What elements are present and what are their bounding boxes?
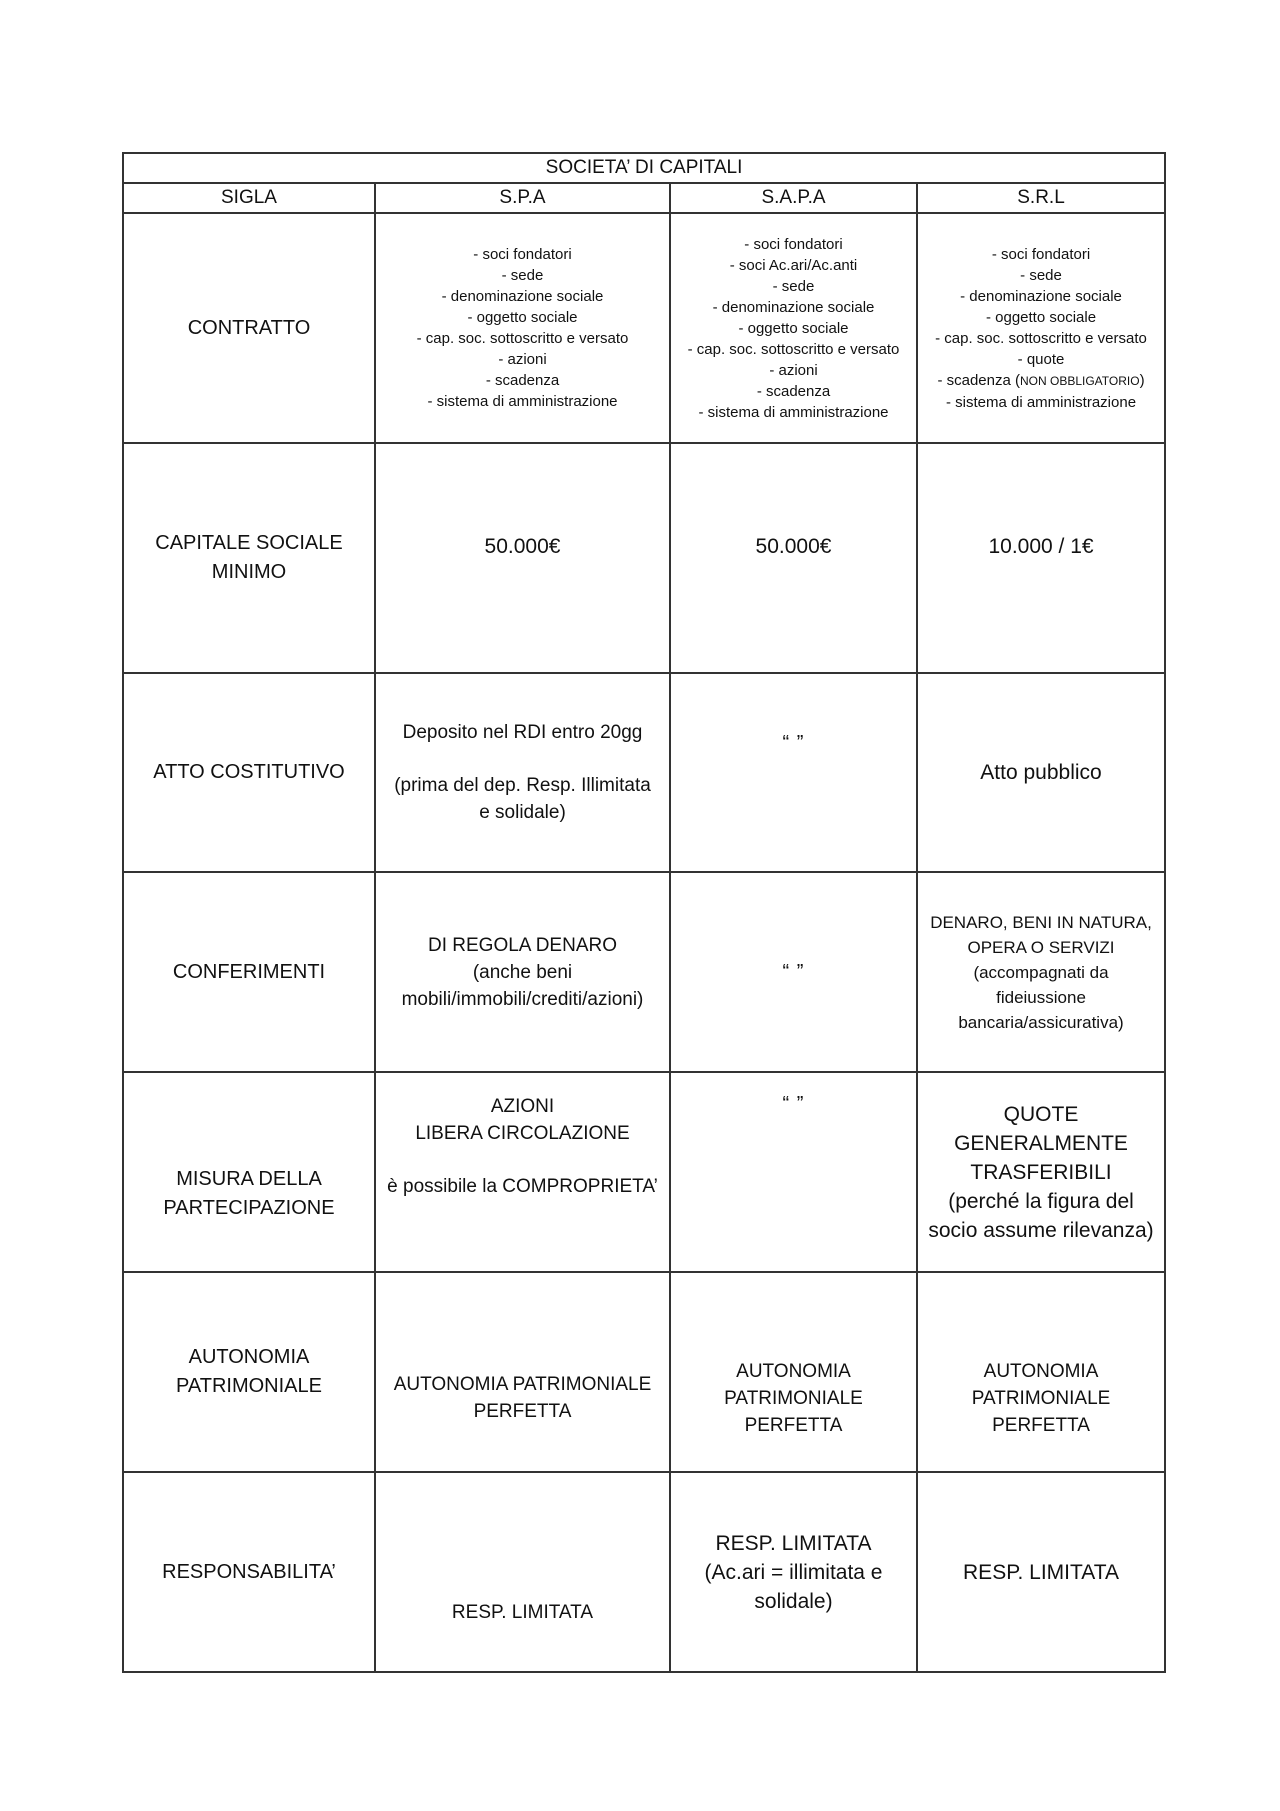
row-misura <box>123 1072 1165 1272</box>
cell-line: (perché la figura del <box>948 1189 1134 1213</box>
label-line: PARTECIPAZIONE <box>163 1197 335 1219</box>
label-atto: ATTO COSTITUTIVO <box>123 673 375 872</box>
label-line: CAPITALE SOCIALE <box>155 532 343 554</box>
list-item: - sistema di amministrazione <box>698 403 889 421</box>
cell-line: AUTONOMIA <box>736 1360 851 1382</box>
list-item: - denominazione sociale <box>960 287 1122 305</box>
label-misura <box>123 1072 375 1272</box>
cell-line: AUTONOMIA PATRIMONIALE <box>393 1374 652 1395</box>
header-sigla: SIGLA <box>123 183 375 213</box>
misura-spa <box>375 1072 670 1272</box>
contratto-srl <box>917 213 1165 443</box>
responsabilita-sapa <box>670 1472 917 1672</box>
list-item: - denominazione sociale <box>712 298 875 316</box>
atto-srl: Atto pubblico <box>917 673 1165 872</box>
cell-line: (anche beni <box>472 961 573 983</box>
label-contratto: CONTRATTO <box>123 213 375 443</box>
cell-line: e solidale) <box>479 802 566 823</box>
list-item: - soci Ac.ari/Ac.anti <box>729 256 858 274</box>
cell-line: socio assume rilevanza) <box>928 1218 1154 1242</box>
header-srl: S.R.L <box>917 183 1165 213</box>
title-row <box>123 153 1165 183</box>
header-row <box>123 183 1165 213</box>
label-line: AUTONOMIA <box>188 1346 310 1368</box>
capitale-srl: 10.000 / 1€ <box>917 443 1165 673</box>
list-item: - oggetto sociale <box>738 319 849 337</box>
conferimenti-spa <box>375 872 670 1072</box>
list-item-note: NON OBBLIGATORIO <box>1020 373 1140 388</box>
cell-line: è possibile la COMPROPRIETA’ <box>387 1176 658 1197</box>
label-line: MISURA DELLA <box>176 1168 322 1190</box>
cell-line: PERFETTA <box>992 1414 1090 1436</box>
cell-line: mobili/immobili/crediti/azioni) <box>401 988 644 1010</box>
cell-line: fideiussione <box>996 987 1086 1007</box>
label-capitale <box>123 443 375 673</box>
list-item: - soci fondatori <box>991 245 1091 263</box>
label-line: PATRIMONIALE <box>176 1375 322 1397</box>
row-responsabilita <box>123 1472 1165 1672</box>
atto-spa <box>375 673 670 872</box>
responsabilita-spa: RESP. LIMITATA <box>375 1472 670 1672</box>
list-item: - oggetto sociale <box>985 308 1097 326</box>
cell-line: PERFETTA <box>473 1401 572 1422</box>
label-conferimenti: CONFERIMENTI <box>123 872 375 1072</box>
contratto-sapa <box>670 213 917 443</box>
atto-sapa-ditto: “ ” <box>670 673 917 872</box>
conferimenti-sapa-ditto: “ ” <box>670 872 917 1072</box>
conferimenti-srl <box>917 872 1165 1072</box>
cell-line: OPERA O SERVIZI <box>967 937 1115 957</box>
cell-line: DI REGOLA DENARO <box>428 934 617 956</box>
list-item: - azioni <box>498 351 547 368</box>
cell-line: bancaria/assicurativa) <box>958 1012 1124 1032</box>
header-spa: S.P.A <box>375 183 670 213</box>
cell-line: GENERALMENTE <box>954 1131 1128 1155</box>
cell-line: RESP. LIMITATA <box>715 1531 872 1555</box>
capitale-spa: 50.000€ <box>375 443 670 673</box>
contratto-spa <box>375 213 670 443</box>
misura-srl <box>917 1072 1165 1272</box>
cell-line: (accompagnati da <box>973 962 1109 982</box>
row-atto <box>123 673 1165 872</box>
label-line: MINIMO <box>211 561 287 583</box>
list-item: - sede <box>1020 266 1062 284</box>
cell-line: PATRIMONIALE <box>724 1387 863 1409</box>
cell-line: PERFETTA <box>744 1414 843 1436</box>
autonomia-srl <box>917 1272 1165 1472</box>
row-autonomia <box>123 1272 1165 1472</box>
list-item: - soci fondatori <box>744 235 843 253</box>
cell-line: AUTONOMIA <box>983 1360 1099 1382</box>
label-responsabilita: RESPONSABILITA’ <box>123 1472 375 1672</box>
list-item: - sistema di amministrazione <box>427 393 618 410</box>
row-conferimenti <box>123 872 1165 1072</box>
list-item: - scadenza <box>485 372 560 389</box>
table-title: SOCIETA’ DI CAPITALI <box>123 153 1165 183</box>
list-item: - quote <box>1017 350 1065 368</box>
capitale-sapa: 50.000€ <box>670 443 917 673</box>
list-item: - sistema di amministrazione <box>945 393 1137 411</box>
list-item: - sede <box>501 267 544 284</box>
list-item: - cap. soc. sottoscritto e versato <box>416 330 629 347</box>
list-item <box>924 370 1158 392</box>
header-sapa: S.A.P.A <box>670 183 917 213</box>
cell-line: PATRIMONIALE <box>971 1387 1111 1409</box>
list-item-text: - scadenza ( <box>937 371 1020 389</box>
autonomia-spa <box>375 1272 670 1472</box>
list-item: - sede <box>772 277 815 295</box>
list-item: - cap. soc. sottoscritto e versato <box>687 340 900 358</box>
cell-line: QUOTE <box>1003 1102 1079 1126</box>
cell-line: AZIONI <box>490 1096 555 1117</box>
list-item: - azioni <box>769 361 818 379</box>
cell-line: (prima del dep. Resp. Illimitata <box>394 775 651 796</box>
cell-line: TRASFERIBILI <box>970 1160 1112 1184</box>
row-capitale <box>123 443 1165 673</box>
list-item: - cap. soc. sottoscritto e versato <box>935 329 1147 347</box>
label-autonomia <box>123 1272 375 1472</box>
cell-line: Deposito nel RDI entro 20gg <box>402 722 643 743</box>
cell-line: solidale) <box>754 1589 833 1613</box>
list-item: - scadenza <box>756 382 831 400</box>
list-item: - oggetto sociale <box>467 309 578 326</box>
row-contratto <box>123 213 1165 443</box>
cell-line: DENARO, BENI IN NATURA, <box>930 912 1152 932</box>
list-item: - denominazione sociale <box>441 288 604 305</box>
comparison-table <box>122 152 1166 1673</box>
cell-line: LIBERA CIRCOLAZIONE <box>415 1123 630 1144</box>
autonomia-sapa <box>670 1272 917 1472</box>
cell-line: (Ac.ari = illimitata e <box>704 1560 883 1584</box>
misura-sapa-ditto: “ ” <box>670 1072 917 1272</box>
responsabilita-srl: RESP. LIMITATA <box>917 1472 1165 1672</box>
list-item-text: ) <box>1139 371 1145 389</box>
list-item: - soci fondatori <box>473 246 572 263</box>
